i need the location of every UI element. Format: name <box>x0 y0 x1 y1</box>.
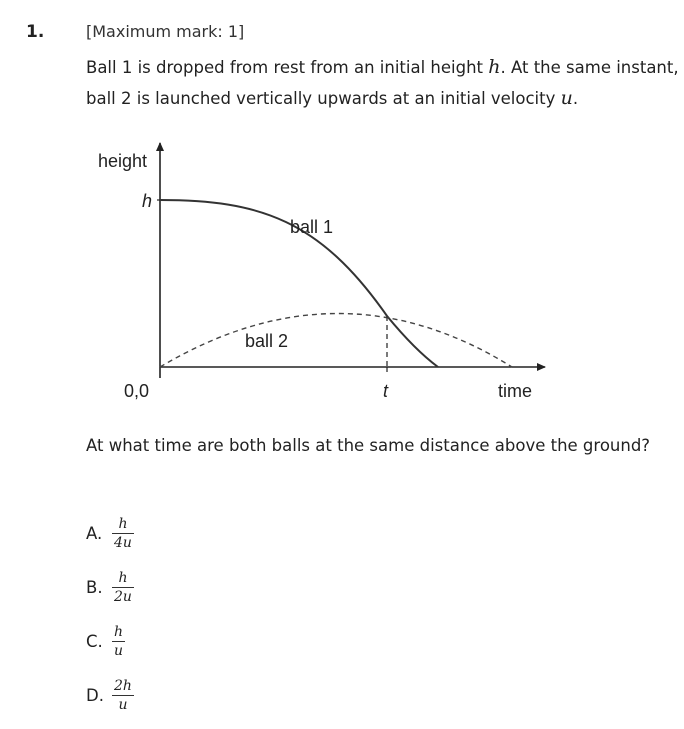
question-prompt: At what time are both balls at the same distance above the ground? <box>86 436 651 455</box>
option-b[interactable] <box>86 570 134 605</box>
option-letter: C. <box>86 632 103 651</box>
option-a[interactable] <box>86 516 134 551</box>
h-tick-label: h <box>142 191 153 211</box>
option-fraction: $\frac{h}{4u}$ <box>114 516 132 551</box>
option-fraction: $\frac{h}{2u}$ <box>114 570 132 605</box>
origin-label: 0,0 <box>124 381 150 401</box>
question-number: 1. <box>26 22 45 42</box>
ball-2-curve <box>160 314 512 368</box>
maximum-mark: [Maximum mark: 1] <box>86 22 245 41</box>
option-fraction: $\frac{2h}{u}$ <box>114 678 132 713</box>
stem-line-2: ball 2 is launched vertically upwards at an initial velocity u. <box>86 87 579 109</box>
option-c[interactable] <box>86 624 125 659</box>
ball-2-label: ball 2 <box>245 331 289 351</box>
stem-line-1: Ball 1 is dropped from rest from an initial height h. At the same instant, <box>86 56 679 78</box>
option-d[interactable] <box>86 678 134 713</box>
x-axis-label: time <box>498 381 533 401</box>
variable-u: u <box>560 87 573 109</box>
option-fraction: $\frac{h}{u}$ <box>114 624 124 659</box>
option-letter: B. <box>86 578 103 597</box>
variable-h: h <box>488 56 501 78</box>
t-tick-label: t <box>383 381 389 401</box>
option-letter: A. <box>86 524 103 543</box>
y-axis-label: height <box>98 151 148 171</box>
ball-1-label: ball 1 <box>290 217 334 237</box>
option-letter: D. <box>86 686 104 705</box>
